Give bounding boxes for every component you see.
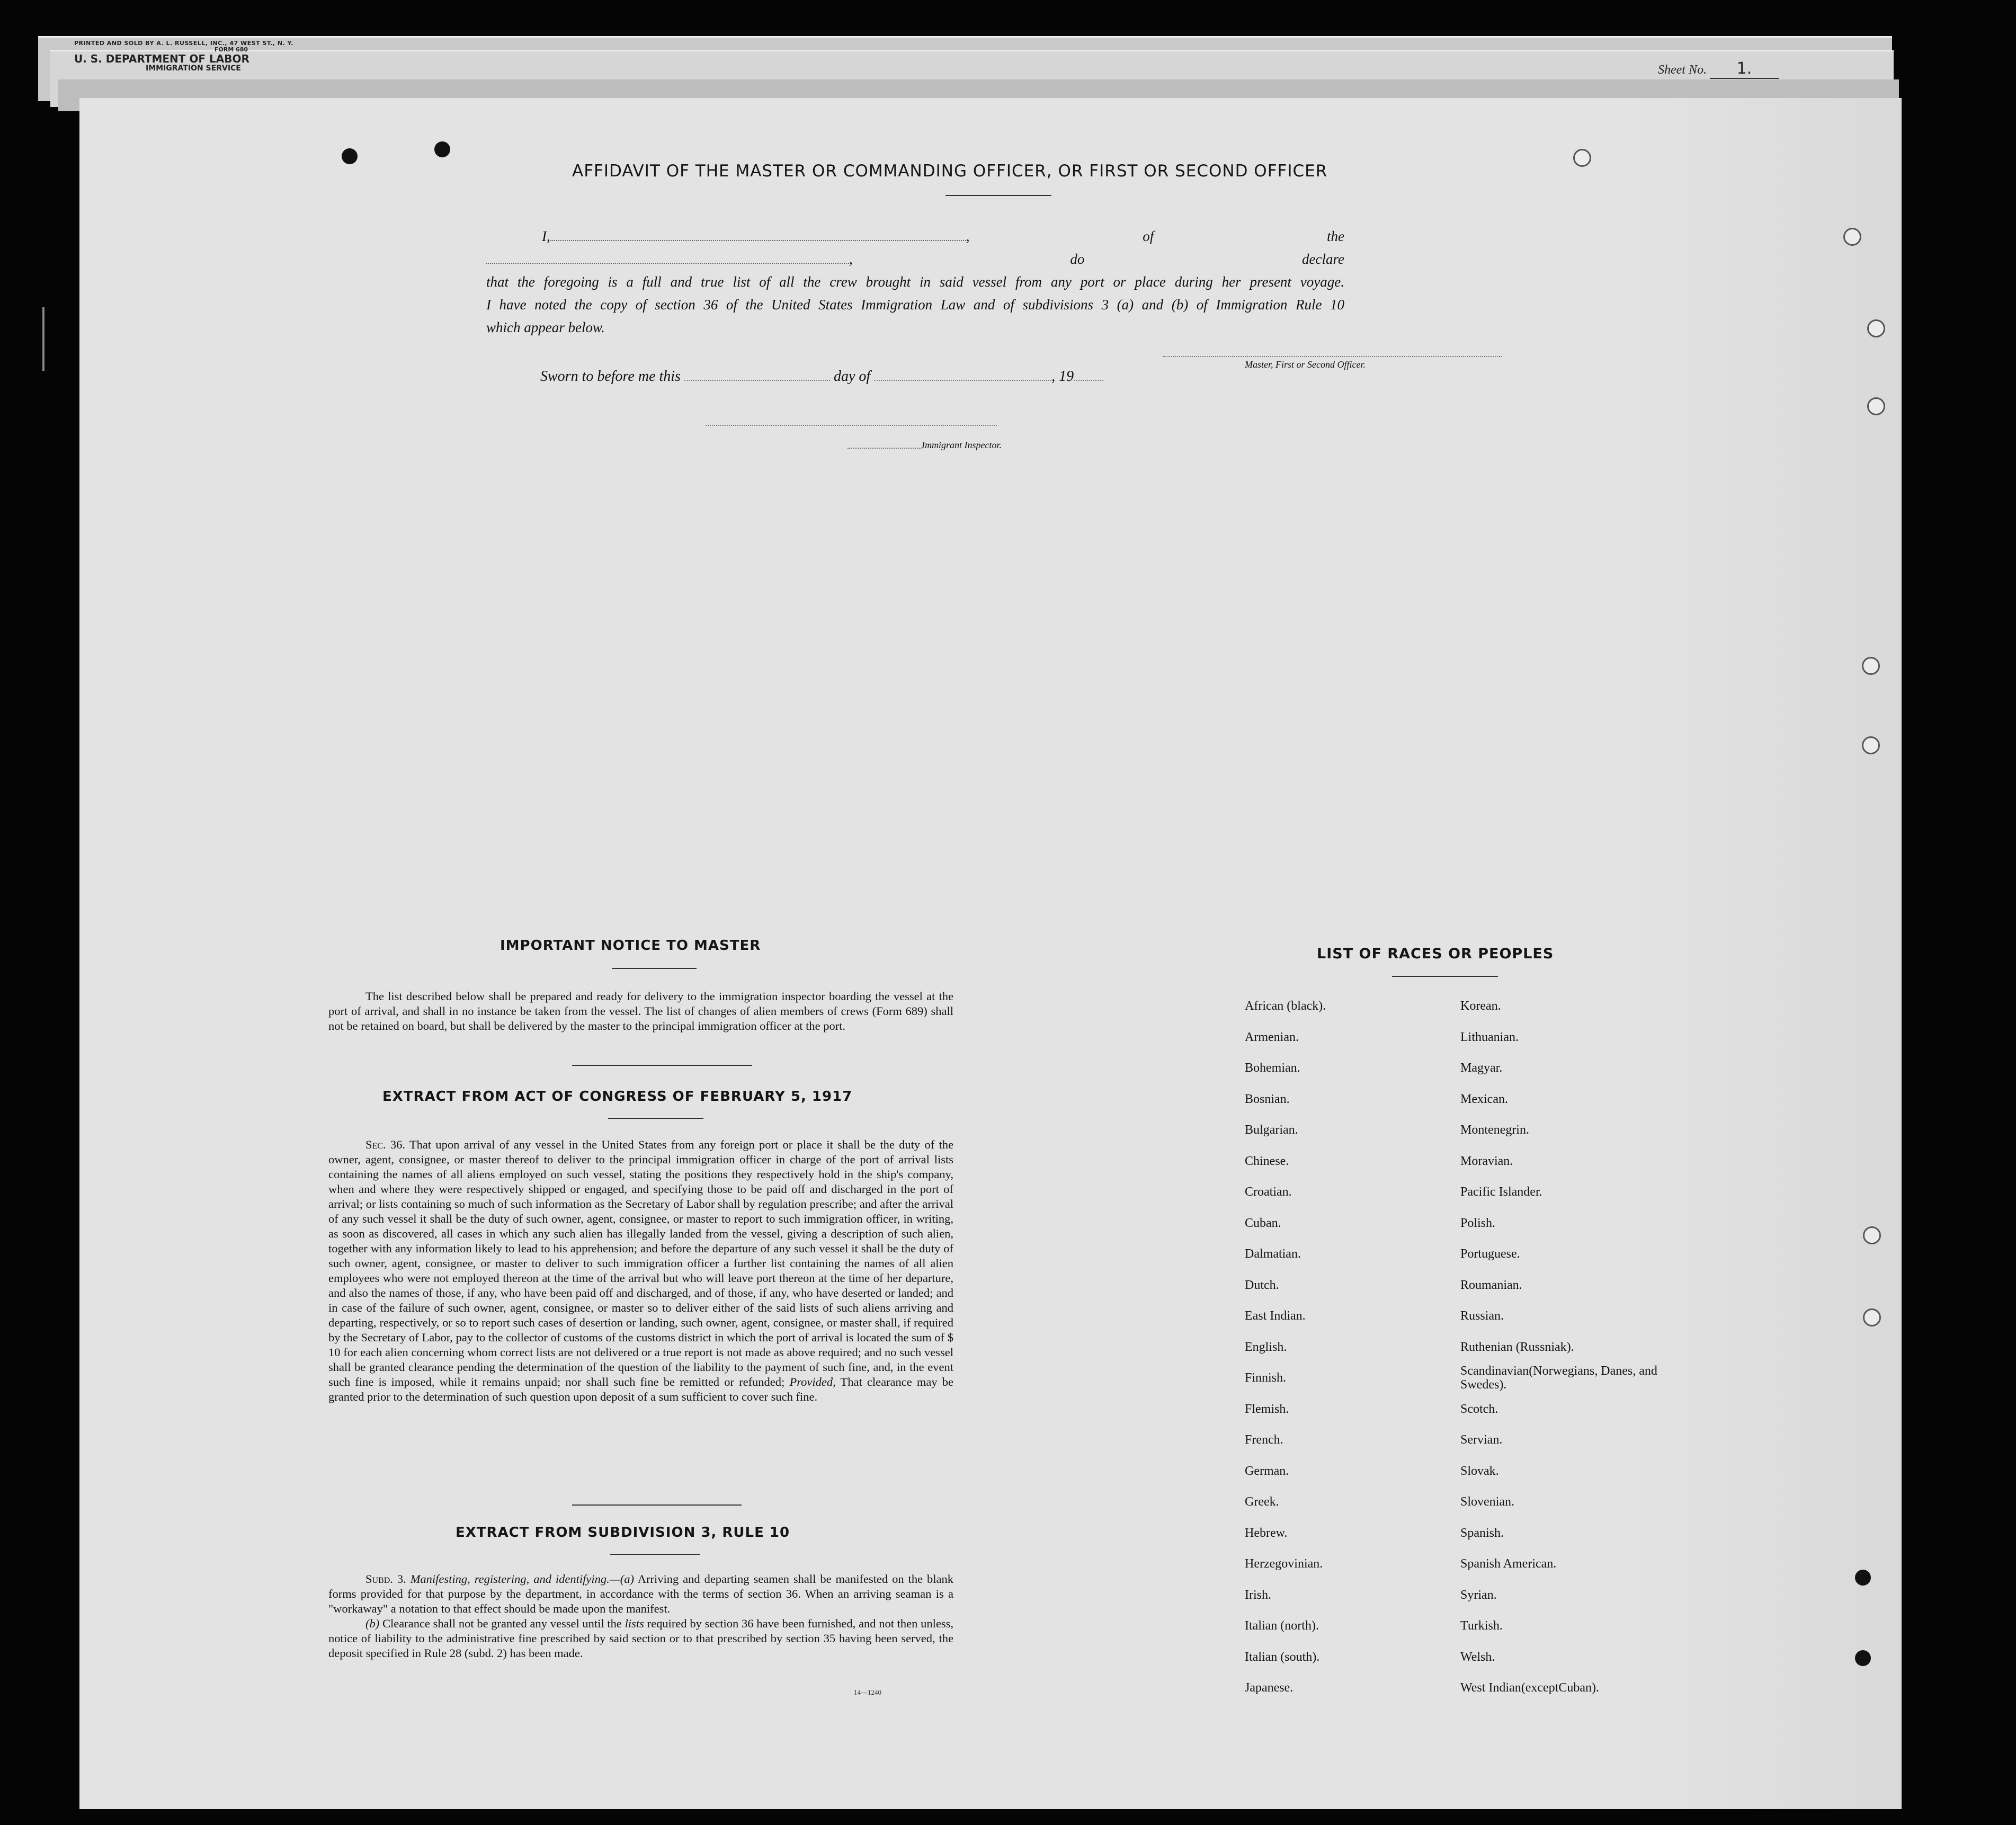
race-item: Flemish. bbox=[1245, 1402, 1289, 1416]
rule-extract-text bbox=[328, 1572, 953, 1661]
affidavit-title: AFFIDAVIT OF THE MASTER OR COMMANDING OFFICER, OR FIRST OR SECOND OFFICER bbox=[572, 162, 1328, 181]
punch-hole-right-3 bbox=[1867, 397, 1885, 415]
notice-title: IMPORTANT NOTICE TO MASTER bbox=[500, 938, 761, 954]
race-item: Dutch. bbox=[1245, 1278, 1279, 1292]
service-line: IMMIGRATION SERVICE bbox=[146, 64, 241, 73]
race-item: German. bbox=[1245, 1464, 1289, 1478]
sheet-number-value: 1. bbox=[1710, 59, 1779, 79]
clause-b-label: (b) bbox=[365, 1617, 380, 1630]
race-item: Irish. bbox=[1245, 1588, 1271, 1602]
punch-hole-right-1 bbox=[1843, 228, 1861, 246]
race-item: Spanish. bbox=[1460, 1526, 1504, 1540]
sheet-number-label: Sheet No. bbox=[1658, 63, 1707, 77]
race-item: Slovak. bbox=[1460, 1464, 1499, 1478]
subdivision-b-paragraph bbox=[328, 1616, 953, 1661]
act-extract-title-rule bbox=[608, 1118, 703, 1119]
punch-hole-right-9 bbox=[1855, 1650, 1871, 1666]
margin-mark bbox=[42, 307, 44, 371]
notice-divider bbox=[572, 1065, 752, 1066]
races-right-column bbox=[1460, 991, 1667, 1704]
inspector-signature-caption: Immigrant Inspector. bbox=[922, 440, 1002, 450]
race-item: Finnish. bbox=[1245, 1371, 1287, 1385]
provided-word: Provided, bbox=[789, 1375, 836, 1388]
races-left-column bbox=[1245, 991, 1326, 1704]
punch-hole-right-2 bbox=[1867, 319, 1885, 337]
punch-hole-right-7 bbox=[1863, 1308, 1881, 1327]
race-item: Syrian. bbox=[1460, 1588, 1497, 1602]
notice-text bbox=[328, 989, 953, 1034]
sworn-line bbox=[540, 368, 1103, 385]
race-item: Russian. bbox=[1460, 1309, 1504, 1323]
form-number: FORM 680 bbox=[215, 46, 248, 54]
rule-extract-title-rule bbox=[610, 1554, 700, 1555]
race-item: Pacific Islander. bbox=[1460, 1185, 1542, 1199]
subdivision-a-paragraph bbox=[328, 1572, 953, 1616]
notice-paragraph: The list described below shall be prepared and ready for delivery to the immigration inspector boarding the vessel at the port of arrival, and shall in no instance be taken from the vessel. The list of changes of alien members of crews (Form 689) shall not be retained on board, but shall be delivered by the master to the principal immigration officer at the port. bbox=[328, 990, 953, 1032]
races-title-rule bbox=[1392, 976, 1498, 977]
race-item: English. bbox=[1245, 1340, 1287, 1354]
race-item: Spanish American. bbox=[1460, 1557, 1557, 1571]
sworn-year-field[interactable] bbox=[1074, 380, 1103, 381]
vessel-name-field[interactable] bbox=[486, 263, 849, 264]
affidavit-do-declare: , do declare bbox=[849, 251, 1344, 267]
race-item: Mexican. bbox=[1460, 1092, 1508, 1106]
race-item: Moravian. bbox=[1460, 1154, 1513, 1168]
race-item-scandinavian: Scandinavian(Norwegians, Danes, and Swedes). bbox=[1460, 1364, 1657, 1392]
section-36-ending: That clearance may be granted prior to the determination of such question upon deposit of a sum sufficient to cover such fine. bbox=[328, 1375, 954, 1403]
affidavit-of-the: , of the bbox=[966, 228, 1344, 244]
act-extract-title: EXTRACT FROM ACT OF CONGRESS OF FEBRUARY 5, 1917 bbox=[382, 1089, 853, 1105]
race-item: French. bbox=[1245, 1433, 1283, 1447]
sheet-number bbox=[1658, 59, 1779, 79]
section-36-text: That upon arrival of any vessel in the United States from any foreign port or place it shall be the duty of the owner, agent, consignee, or master thereof to deliver to the principal immigration officer in charge of the port of arrival lists containing the names of all aliens employed on such vessel, stating the positions they respectively hold in the ship's company, when and where they were respectively shipped or engaged, and specifying those to be paid off and discharged in the port of arrival; or lists containing so much of such information as the Secretary of Labor shall by regulation prescribe; and after the arrival of any such vessel it shall be the duty of such owner, agent, consignee, or master to report to such immigration officer, in writing, as soon as discovered, all cases in which any such alien has illegally landed from the vessel, giving a description of such alien, together with any information likely to lead to his apprehension; and before the departure of any such vessel it shall be the duty of such owner, agent, consignee, or master to deliver to such immigration officer a further list containing the names of all alien employees who were not employed thereon at the time of the arrival but who will leave port thereon at the time of her departure, and also the names of those, if any, who have been paid off and discharged, and of those, if any, who have deserted or landed; and in case of the failure of such owner, agent, consignee, or master so to deliver either of the said lists of such aliens arriving and departing, respectively, or so to report such cases of desertion or landing, such owner, agent, consignee, or master shall, if required by the Secretary of Labor, pay to the collector of customs of the customs district in which the port of arrival is located the sum of $ 10 for each alien concerning whom correct lists are not delivered or a true report is not made as above required; and no such vessel shall be granted clearance pending the determination of the question of the liability to the payment of such fine, and, in the event such fine is imposed, while it remains unpaid; nor shall such fine be remitted or refunded; bbox=[328, 1138, 953, 1388]
officer-name-field[interactable] bbox=[550, 240, 966, 241]
punch-hole-right-8 bbox=[1855, 1570, 1871, 1586]
race-item: Armenian. bbox=[1245, 1030, 1299, 1044]
race-item: Cuban. bbox=[1245, 1216, 1281, 1230]
affidavit-line-2: that the foregoing is a full and true list of all the crew brought in said vessel from any port or place during her present voyage. bbox=[486, 274, 1344, 290]
race-item: Slovenian. bbox=[1460, 1495, 1514, 1509]
rule-extract-title: EXTRACT FROM SUBDIVISION 3, RULE 10 bbox=[456, 1525, 790, 1541]
sworn-day-field[interactable] bbox=[684, 380, 830, 381]
race-item: Polish. bbox=[1460, 1216, 1496, 1230]
affidavit-line-1 bbox=[486, 225, 1344, 271]
affidavit-title-rule bbox=[945, 195, 1051, 196]
race-item: West Indian(exceptCuban). bbox=[1460, 1681, 1599, 1695]
race-item: Bulgarian. bbox=[1245, 1123, 1298, 1137]
race-item: Bosnian. bbox=[1245, 1092, 1290, 1106]
race-item: Greek. bbox=[1245, 1495, 1279, 1509]
clause-a-label: —(a) bbox=[609, 1572, 635, 1586]
race-item: Roumanian. bbox=[1460, 1278, 1522, 1292]
affidavit-body bbox=[486, 225, 1344, 339]
race-item: Portuguese. bbox=[1460, 1247, 1520, 1261]
officer-signature-caption: Master, First or Second Officer. bbox=[1245, 359, 1366, 370]
notice-title-rule bbox=[612, 968, 697, 969]
sworn-month-field[interactable] bbox=[874, 380, 1051, 381]
form-imprint bbox=[74, 40, 293, 73]
race-item: Chinese. bbox=[1245, 1154, 1289, 1168]
race-item: Croatian. bbox=[1245, 1185, 1292, 1199]
affidavit-i: I, bbox=[542, 228, 550, 244]
race-item: Dalmatian. bbox=[1245, 1247, 1301, 1261]
affidavit-line-3: I have noted the copy of section 36 of the United States Immigration Law and of subdivisions 3 (a) and (b) of Immigration Rule 10 bbox=[486, 297, 1344, 313]
race-item: Ruthenian (Russniak). bbox=[1460, 1340, 1574, 1354]
subdivision-label: Subd. 3. bbox=[365, 1572, 406, 1586]
race-item: East Indian. bbox=[1245, 1309, 1306, 1323]
section-36-label: Sec. 36. bbox=[365, 1138, 405, 1151]
race-item: Montenegrin. bbox=[1460, 1123, 1529, 1137]
race-item: Lithuanian. bbox=[1460, 1030, 1519, 1044]
act-extract-divider bbox=[572, 1504, 742, 1506]
punch-hole-top-right bbox=[1573, 149, 1591, 167]
subdivision-heading: Manifesting, registering, and identifying. bbox=[410, 1572, 610, 1586]
race-item: Italian (south). bbox=[1245, 1650, 1320, 1664]
punch-hole-right-5 bbox=[1862, 736, 1880, 754]
race-item: Bohemian. bbox=[1245, 1061, 1300, 1075]
clause-a-text: Arriving and departing seamen shall be manifested on the blank forms provided for that purpose by the department, in accordance with the terms of section 36. When an arriving seaman is a "workaway" a notation to that effect should be made upon the manifest. bbox=[328, 1572, 954, 1615]
section-36-paragraph bbox=[328, 1137, 953, 1404]
punch-hole-left-2 bbox=[434, 141, 450, 157]
race-item: Korean. bbox=[1460, 999, 1501, 1013]
act-extract-text bbox=[328, 1137, 953, 1404]
clause-b-text-end: required by section 36 have been furnished, and not then unless, notice of liability to the administrative fine prescribed by said section or to that prescribed by section 35 having been served, the deposit specified in Rule 28 (subd. 2) has been made. bbox=[328, 1617, 954, 1660]
clause-b-text-start: Clearance shall not be granted any vessel until the bbox=[382, 1617, 622, 1630]
race-item: Japanese. bbox=[1245, 1681, 1294, 1695]
page-right-shading bbox=[1626, 98, 1902, 1809]
race-item: African (black). bbox=[1245, 999, 1326, 1013]
races-title: LIST OF RACES OR PEOPLES bbox=[1317, 946, 1554, 962]
punch-hole-left-1 bbox=[342, 148, 358, 164]
inspector-caption-leader bbox=[848, 448, 922, 449]
race-item: Herzegovinian. bbox=[1245, 1557, 1323, 1571]
race-item: Scotch. bbox=[1460, 1402, 1498, 1416]
inspector-signature-line[interactable] bbox=[706, 425, 997, 426]
sworn-text: Sworn to before me this bbox=[540, 368, 681, 385]
officer-signature-line[interactable] bbox=[1163, 356, 1502, 357]
race-item: Turkish. bbox=[1460, 1619, 1503, 1633]
department-line: U. S. DEPARTMENT OF LABOR bbox=[74, 52, 249, 66]
race-item: Welsh. bbox=[1460, 1650, 1495, 1664]
race-item: Hebrew. bbox=[1245, 1526, 1288, 1540]
printer-line: PRINTED AND SOLD BY A. L. RUSSELL, INC., 47 WEST ST., N. Y. bbox=[74, 40, 293, 47]
affidavit-line-4: which appear below. bbox=[486, 319, 605, 335]
clause-b-lists: lists bbox=[625, 1617, 644, 1630]
punch-hole-right-4 bbox=[1862, 657, 1880, 675]
race-item: Servian. bbox=[1460, 1433, 1503, 1447]
race-item: Magyar. bbox=[1460, 1061, 1503, 1075]
form-code: 14—1240 bbox=[854, 1688, 881, 1696]
sworn-year-prefix: , 19 bbox=[1051, 368, 1074, 385]
race-item: Italian (north). bbox=[1245, 1619, 1319, 1633]
sworn-day-of: day of bbox=[833, 368, 871, 385]
punch-hole-right-6 bbox=[1863, 1226, 1881, 1244]
